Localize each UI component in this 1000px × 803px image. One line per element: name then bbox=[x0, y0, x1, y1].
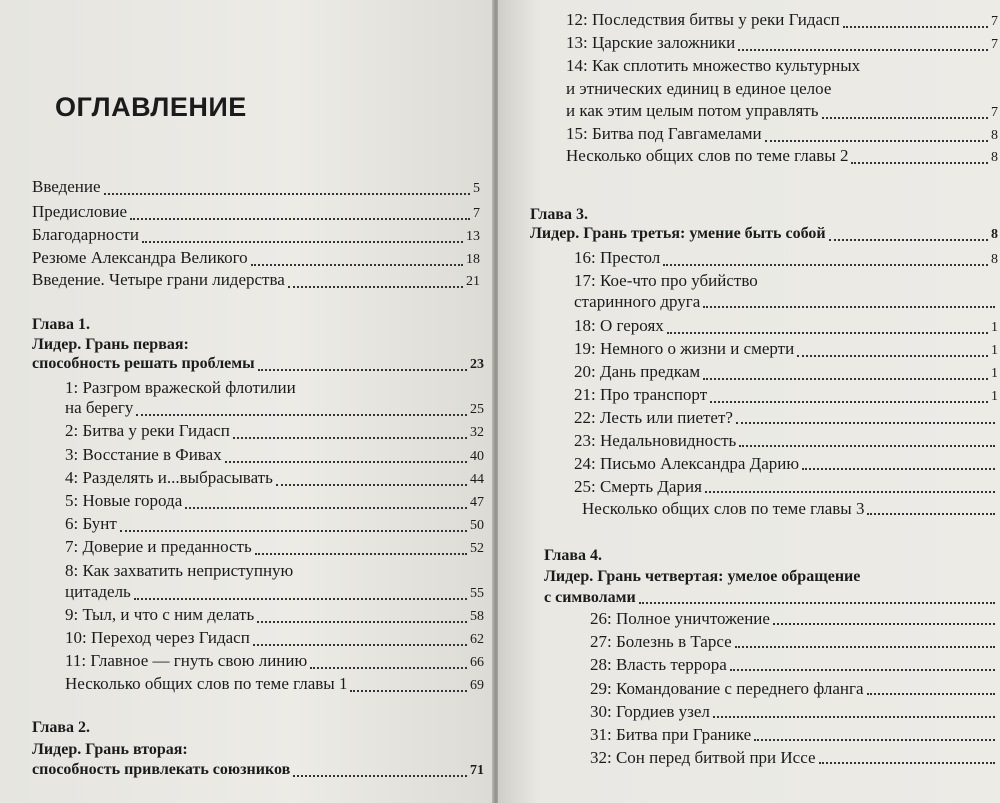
toc-entry: 13: Царские заложники 7 bbox=[566, 33, 998, 52]
right-page bbox=[498, 0, 1000, 803]
toc-entry: и как этим целым потом управлять 7 bbox=[566, 101, 998, 120]
chapter-label: Глава 1. bbox=[32, 316, 90, 333]
toc-entry: Несколько общих слов по теме главы 3 bbox=[582, 499, 998, 519]
toc-entry: 19: Немного о жизни и смерти 1 bbox=[574, 339, 998, 358]
toc-entry: Введение 5 bbox=[32, 177, 480, 196]
chapter-subtitle: Лидер. Грань первая: bbox=[32, 336, 189, 353]
chapter-entry: способность привлекать союзников 71 bbox=[32, 761, 484, 778]
toc-entry: 32: Сон перед битвой при Иссе bbox=[590, 748, 998, 768]
toc-entry: 20: Дань предкам 1 bbox=[574, 362, 998, 381]
toc-entry: старинного друга bbox=[574, 292, 998, 312]
chapter-entry: Лидер. Грань третья: умение быть собой 8 bbox=[530, 225, 998, 242]
toc-entry: 16: Престол 8 bbox=[574, 248, 998, 267]
toc-entry-line: 14: Как сплотить множество культурных bbox=[566, 56, 861, 75]
toc-entry: 21: Про транспорт 1 bbox=[574, 385, 998, 404]
toc-entry: 30: Гордиев узел bbox=[590, 702, 998, 722]
toc-entry: Предисловие 7 bbox=[32, 202, 480, 221]
toc-entry-line: 1: Разгром вражеской флотилии bbox=[65, 378, 296, 397]
toc-entry: 26: Полное уничтожение bbox=[590, 609, 998, 629]
toc-entry-line: 17: Кое-что про убийство bbox=[574, 271, 758, 290]
toc-entry: 15: Битва под Гавгамелами 8 bbox=[566, 124, 998, 143]
toc-entry: 31: Битва при Гранике bbox=[590, 725, 998, 745]
toc-entry: цитадель 55 bbox=[65, 582, 484, 601]
toc-entry: 6: Бунт 50 bbox=[65, 514, 484, 533]
toc-entry: 5: Новые города 47 bbox=[65, 491, 484, 510]
toc-entry-line: 8: Как захватить неприступную bbox=[65, 561, 294, 580]
toc-entry: 11: Главное — гнуть свою линию 66 bbox=[65, 651, 484, 670]
toc-entry: 10: Переход через Гидасп 62 bbox=[65, 628, 484, 647]
toc-entry-line: и этнических единиц в единое целое bbox=[566, 79, 832, 98]
toc-entry: 7: Доверие и преданность 52 bbox=[65, 537, 484, 556]
toc-entry: 18: О героях 1 bbox=[574, 316, 998, 335]
chapter-entry: с символами bbox=[544, 588, 998, 608]
toc-entry: Введение. Четыре грани лидерства 21 bbox=[32, 270, 480, 289]
toc-entry: 27: Болезнь в Тарсе bbox=[590, 632, 998, 652]
toc-entry: Благодарности 13 bbox=[32, 225, 480, 244]
toc-entry: 29: Командование с переднего фланга bbox=[590, 679, 998, 699]
left-page bbox=[0, 0, 494, 803]
chapter-label: Глава 3. bbox=[530, 206, 588, 223]
chapter-label: Глава 4. bbox=[544, 547, 602, 564]
chapter-subtitle: Лидер. Грань четвертая: умелое обращение bbox=[544, 568, 861, 585]
toc-entry: 25: Смерть Дария bbox=[574, 477, 998, 497]
toc-entry: 22: Лесть или пиетет? bbox=[574, 408, 998, 428]
toc-entry: 2: Битва у реки Гидасп 32 bbox=[65, 421, 484, 440]
toc-entry: 4: Разделять и...выбрасывать 44 bbox=[65, 468, 484, 487]
toc-entry: 23: Недальновидность bbox=[574, 431, 998, 451]
toc-entry: 12: Последствия битвы у реки Гидасп 7 bbox=[566, 10, 998, 29]
toc-entry: 24: Письмо Александра Дарию bbox=[574, 454, 998, 474]
toc-entry: 3: Восстание в Фивах 40 bbox=[65, 445, 484, 464]
toc-entry: Несколько общих слов по теме главы 2 8 bbox=[566, 146, 998, 165]
page-title: ОГЛАВЛЕНИЕ bbox=[55, 92, 247, 122]
toc-entry: на берегу 25 bbox=[65, 398, 484, 417]
toc-entry: 9: Тыл, и что с ним делать 58 bbox=[65, 605, 484, 624]
toc-entry: Несколько общих слов по теме главы 1 69 bbox=[65, 674, 484, 693]
chapter-entry: способность решать проблемы 23 bbox=[32, 355, 484, 372]
chapter-label: Глава 2. bbox=[32, 719, 90, 736]
toc-entry: 28: Власть террора bbox=[590, 655, 998, 675]
chapter-subtitle: Лидер. Грань вторая: bbox=[32, 741, 188, 758]
toc-entry: Резюме Александра Великого 18 bbox=[32, 248, 480, 267]
